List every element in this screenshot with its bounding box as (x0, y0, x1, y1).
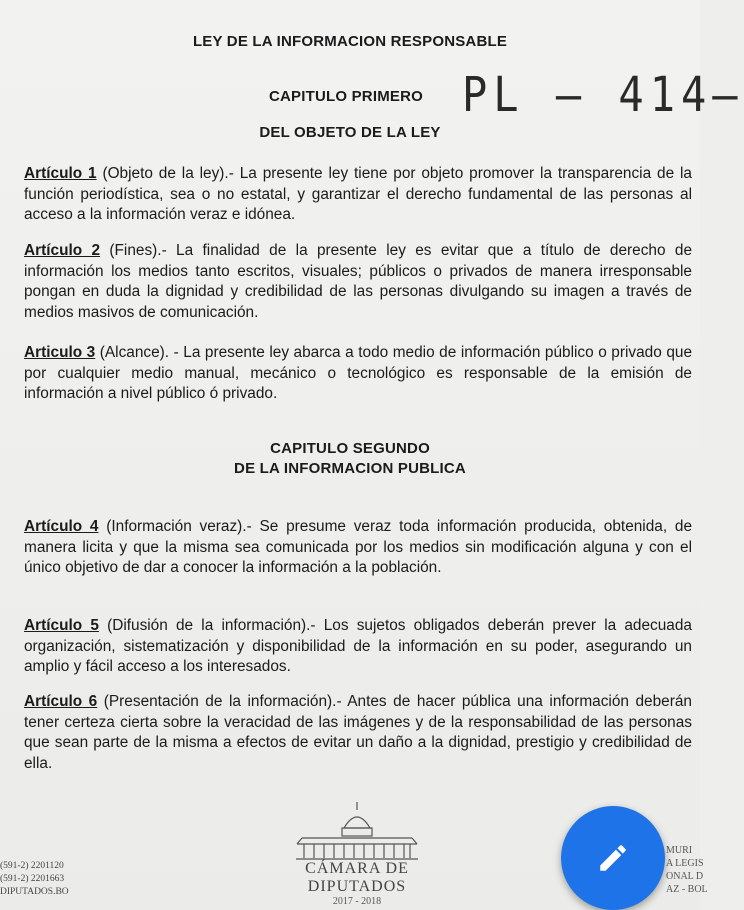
article-3-text: (Alcance). - La presente ley abarca a todo medio de información público o privado que por cualquier medio manual, mecánico o tecnológico es responsable de la emisión de información a nivel público ó privado. (24, 344, 693, 402)
article-4 (24, 517, 692, 579)
article-1 (24, 164, 692, 226)
article-2-text: (Fines).- La finalidad de la presente ley es evitar que a título de derecho de información los medios tanto escritos, visuales; públicos o privados de manera irresponsable pongan en duda la dignidad y credibilidad de las personas divulgando su imagen a través de medios masivos de comunicación. (24, 242, 692, 321)
footer-right-line-3: ONAL D (666, 871, 704, 882)
seal-years: 2017 - 2018 (332, 896, 382, 907)
article-6 (24, 692, 692, 774)
article-5 (24, 616, 692, 678)
article-5-label: Artículo 5 (24, 617, 99, 634)
footer-phone-1: (591-2) 2201120 (0, 861, 64, 871)
footer-right-text (666, 844, 708, 896)
article-4-label: Artículo 4 (24, 518, 99, 535)
footer-web: DIPUTADOS.BO (0, 887, 69, 897)
footer-right-line-4: AZ - BOL (666, 884, 708, 895)
law-title: LEY DE LA INFORMACION RESPONSABLE (192, 33, 508, 50)
chapter-2-subtitle: DE LA INFORMACION PUBLICA (234, 460, 466, 477)
article-3 (24, 343, 692, 405)
chapter-1-subtitle: DEL OBJETO DE LA LEY (259, 124, 441, 141)
article-1-text: (Objeto de la ley).- La presente ley tiene por objeto promover la transparencia de la función periodística, sea o no estatal, y garantizar el derecho fundamental de las personas al acceso a la información veraz e idónea. (24, 165, 692, 223)
article-2-label: Artículo 2 (24, 242, 101, 259)
chapter-1-heading: CAPITULO PRIMERO (268, 88, 424, 105)
edit-fab-button[interactable] (561, 806, 665, 910)
article-6-label: Artículo 6 (24, 693, 98, 710)
footer-contact (0, 860, 69, 899)
article-5-text: (Difusión de la información).- Los sujetos obligados deberán prever la adecuada organización, sistematización y disponibilidad de la información en su poder, asegurando un amplio y fácil acceso a los interesados. (24, 617, 692, 675)
article-1-label: Artículo 1 (24, 165, 97, 182)
handwritten-file-number: PL – 414– (462, 66, 744, 123)
footer-right-line-2: A LEGIS (666, 858, 704, 869)
footer-right-line-1: MURI (666, 845, 693, 856)
article-6-text: (Presentación de la información).- Antes de hacer pública una información deberán tener certeza cierta sobre la veracidad de las imágenes y de la responsabilidad de las personas que sean parte de la misma a efectos de evitar un daño a la dignidad, prestigio y credibilidad de ella. (24, 693, 692, 772)
article-2 (24, 241, 692, 323)
chamber-seal (262, 800, 452, 910)
seal-chamber-name: CÁMARA DE DIPUTADOS (305, 860, 409, 895)
footer-phone-2: (591-2) 2201663 (0, 874, 65, 884)
chapter-2-heading: CAPITULO SEGUNDO (270, 440, 430, 457)
edit-pencil-icon (596, 841, 630, 875)
article-3-label: Articulo 3 (24, 344, 96, 361)
article-4-text: (Información veraz).- Se presume veraz toda información producida, obtenida, de manera licita y que la misma sea comunicada por los medios sin modificación alguna y con el único objetivo de dar a conocer la información a la población. (24, 518, 693, 576)
congress-building-icon (292, 800, 422, 862)
